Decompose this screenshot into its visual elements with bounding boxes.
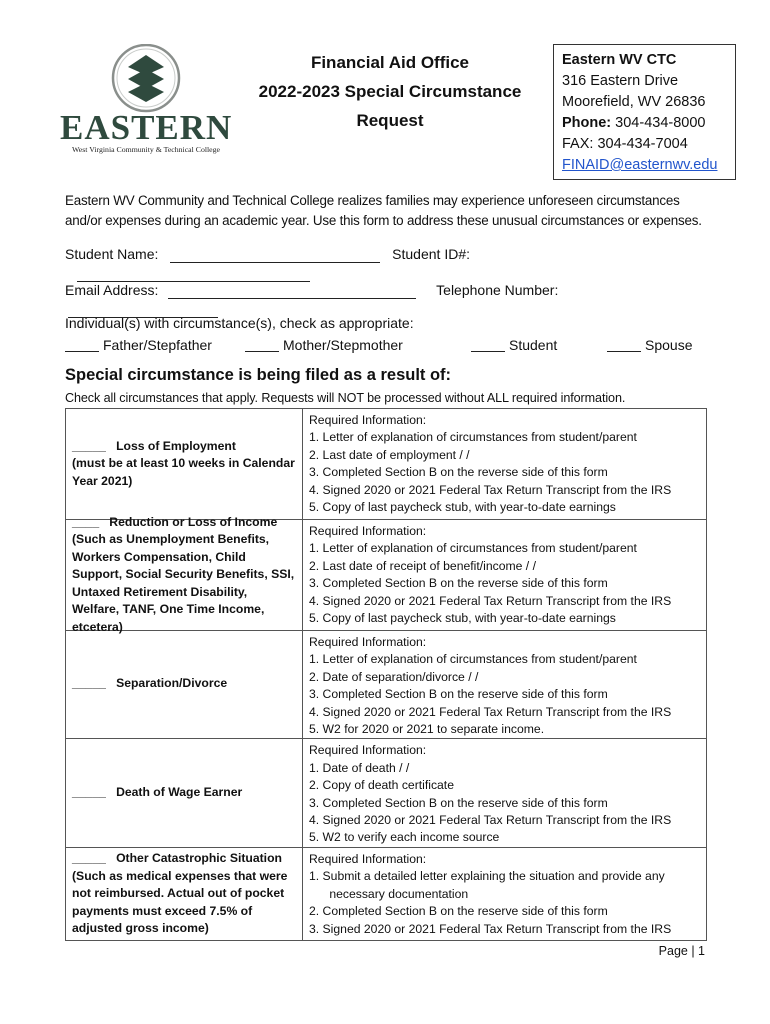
student-name-field[interactable] xyxy=(170,244,380,263)
logo-subtitle: West Virginia Community & Technical College xyxy=(72,145,220,154)
required-item: 1. Letter of explanation of circumstances from student/parent xyxy=(309,541,637,556)
required-info-cell xyxy=(303,520,707,631)
college-logo xyxy=(60,44,232,160)
circumstance-cell[interactable] xyxy=(66,631,303,739)
circumstance-text xyxy=(72,850,296,938)
page-number: Page | 1 xyxy=(658,944,705,958)
contact-fields-row xyxy=(65,280,715,318)
required-item: 2. Last date of employment / / xyxy=(309,447,470,462)
page-title xyxy=(240,48,540,135)
required-item: 3. Completed Section B on the reserve side of this form xyxy=(309,687,608,702)
contact-city: Moorefield, WV 26836 xyxy=(562,94,706,110)
circumstance-label xyxy=(66,739,302,845)
contact-email-link[interactable]: FINAID@easternwv.edu xyxy=(562,157,718,173)
required-item: 5. Copy of last paycheck stub, with year-to-date earnings xyxy=(309,500,616,515)
required-info-cell xyxy=(303,739,707,847)
circumstance-title: Separation/Divorce xyxy=(116,676,228,691)
table-row xyxy=(66,739,707,847)
required-info-cell xyxy=(303,409,707,520)
circumstance-detail: (must be at least 10 weeks in Calendar Year 2021) xyxy=(72,456,295,488)
individual-option-label: Mother/Stepmother xyxy=(283,337,403,353)
check-blank[interactable]: _____ xyxy=(72,676,106,691)
section-heading: Special circumstance is being filed as a result of: xyxy=(65,366,452,384)
circumstance-cell[interactable] xyxy=(66,514,303,634)
required-item: 1. Letter of explanation of circumstances from student/parent xyxy=(309,652,637,667)
required-item: 5. W2 for 2020 or 2021 to separate income. xyxy=(309,722,545,737)
circumstance-label xyxy=(66,848,302,940)
circumstance-label xyxy=(66,514,302,634)
required-info-header: Required Information: xyxy=(309,851,427,866)
title-line-1: Financial Aid Office xyxy=(310,53,470,72)
required-item: 2. Completed Section B on the reserve side of this form xyxy=(309,904,608,919)
student-name-label: Student Name: xyxy=(65,246,159,262)
student-id-label: Student ID#: xyxy=(392,246,470,262)
individual-option-label: Student xyxy=(509,337,558,353)
required-item: 1. Submit a detailed letter explaining the situation and provide any xyxy=(309,869,665,884)
circumstance-text xyxy=(72,675,227,693)
circumstance-detail: (Such as Unemployment Benefits, Workers Compensation, Child Support, Social Security Benefits, SSI, Untaxed Retirement Disability, Welfare, TANF, One Time Income, etcetera) xyxy=(72,532,295,634)
check-blank[interactable]: _____ xyxy=(72,438,106,453)
circumstance-cell[interactable] xyxy=(66,409,303,520)
required-item: 2. Date of separation/divorce / / xyxy=(309,669,479,684)
required-item: 1. Date of death / / xyxy=(309,760,410,775)
required-item: 4. Signed 2020 or 2021 Federal Tax Return Transcript from the IRS xyxy=(309,813,672,828)
circumstance-title: Loss of Employment xyxy=(116,438,236,453)
table-row xyxy=(66,847,707,940)
telephone-label: Telephone Number: xyxy=(436,282,559,298)
circumstance-detail: (Such as medical expenses that were not reimbursed. Actual out of pocket payments must exceed 7.5% of adjusted gross income) xyxy=(72,868,288,936)
check-blank[interactable]: _____ xyxy=(72,784,106,799)
required-item: 3. Completed Section B on the reverse side of this form xyxy=(309,465,608,480)
student-name-row xyxy=(65,244,715,282)
contact-phone-row xyxy=(562,113,735,134)
circumstance-title: Reduction or Loss of Income xyxy=(109,514,278,529)
required-item: 5. Copy of last paycheck stub, with year-to-date earnings xyxy=(309,611,616,626)
check-blank[interactable]: _____ xyxy=(72,851,106,866)
individual-option-father[interactable] xyxy=(65,336,212,354)
circumstance-label xyxy=(66,631,302,737)
check-blank[interactable] xyxy=(245,337,279,352)
required-info-cell xyxy=(303,631,707,739)
circumstance-title: Other Catastrophic Situation xyxy=(116,851,282,866)
required-info-header: Required Information: xyxy=(309,524,427,538)
logo-emblem-icon xyxy=(60,44,232,114)
title-line-3: Request xyxy=(356,111,424,130)
email-label: Email Address: xyxy=(65,282,159,298)
circumstance-cell[interactable] xyxy=(66,847,303,940)
check-blank[interactable] xyxy=(65,337,99,352)
circumstances-table xyxy=(65,408,707,941)
circumstance-title: Death of Wage Earner xyxy=(116,784,243,799)
circumstance-label xyxy=(66,409,302,519)
intro-paragraph: Eastern WV Community and Technical College realizes families may experience unforeseen circumstances and/or expenses during an academic year. Use this form to address these unusual circumstances or expenses. xyxy=(65,193,702,228)
required-item: 2. Copy of death certificate xyxy=(309,778,454,793)
circumstance-text xyxy=(72,438,296,491)
contact-street: 316 Eastern Drive xyxy=(562,73,679,89)
required-info-header: Required Information: xyxy=(309,413,427,427)
individual-option-label: Spouse xyxy=(645,337,693,353)
contact-phone: 304-434-8000 xyxy=(615,115,706,131)
required-item: necessary documentation xyxy=(309,886,469,901)
individual-option-spouse[interactable] xyxy=(607,336,692,354)
required-item: 1. Letter of explanation of circumstances from student/parent xyxy=(309,430,637,445)
required-item: 5. W2 to verify each income source xyxy=(309,830,500,845)
required-item: 4. Signed 2020 or 2021 Federal Tax Return Transcript from the IRS xyxy=(309,482,672,497)
circumstance-text xyxy=(72,514,296,637)
required-info-header: Required Information: xyxy=(309,743,427,758)
email-field[interactable] xyxy=(168,280,416,299)
circumstance-text xyxy=(72,784,242,802)
required-info-cell xyxy=(303,847,707,940)
required-item: 4. Signed 2020 or 2021 Federal Tax Return Transcript from the IRS xyxy=(309,593,672,608)
table-row xyxy=(66,409,707,520)
required-item: 3. Completed Section B on the reserve side of this form xyxy=(309,795,608,810)
section-note: Check all circumstances that apply. Requests will NOT be processed without ALL required information. xyxy=(65,391,626,405)
contact-name: Eastern WV CTC xyxy=(562,52,677,68)
individuals-prompt: Individual(s) with circumstance(s), check as appropriate: xyxy=(65,315,414,331)
title-line-2: 2022-2023 Special Circumstance xyxy=(258,82,522,101)
check-blank[interactable] xyxy=(607,337,641,352)
required-item: 3. Completed Section B on the reverse side of this form xyxy=(309,576,608,591)
table-row xyxy=(66,520,707,631)
contact-phone-label: Phone: xyxy=(562,115,612,131)
individual-option-label: Father/Stepfather xyxy=(103,337,212,353)
required-item: 4. Signed 2020 or 2021 Federal Tax Return Transcript from the IRS xyxy=(309,704,672,719)
individual-option-mother[interactable] xyxy=(245,336,403,354)
check-blank[interactable] xyxy=(471,337,505,352)
individual-option-student[interactable] xyxy=(471,336,557,354)
contact-fax: FAX: 304-434-7004 xyxy=(562,136,688,152)
check-blank[interactable]: ____ xyxy=(72,514,100,529)
required-item: 3. Signed 2020 or 2021 Federal Tax Return Transcript from the IRS xyxy=(309,921,672,936)
required-item: 2. Last date of receipt of benefit/income / / xyxy=(309,558,536,573)
table-row xyxy=(66,631,707,739)
logo-wordmark: EASTERN xyxy=(60,108,233,147)
required-info-header: Required Information: xyxy=(309,635,427,649)
circumstance-cell[interactable] xyxy=(66,739,303,847)
contact-box xyxy=(553,44,736,180)
